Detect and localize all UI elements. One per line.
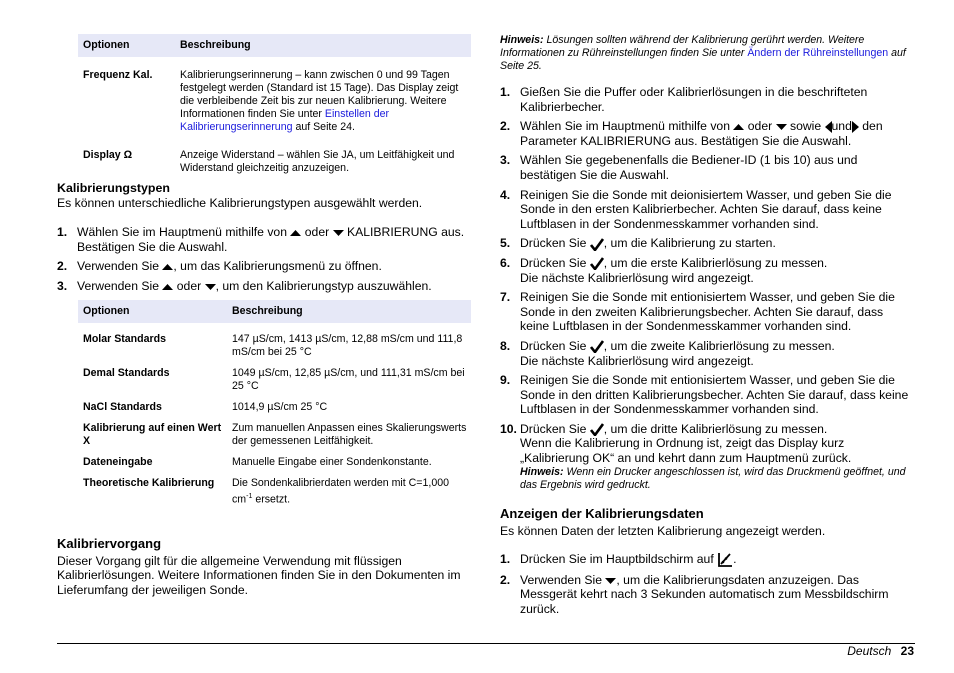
section-heading: Kalibriervorgang — [57, 536, 162, 551]
option-description: Anzeige Widerstand – wählen Sie JA, um Leitfähigkeit und Widerstand gleichzeitig anzuzeigen. — [180, 149, 455, 174]
table-header: Optionen — [78, 34, 175, 57]
list-item: 1. Gießen Sie die Puffer oder Kalibrierlösungen in die beschrifteten Kalibrierbecher. — [500, 85, 868, 114]
option-description: 1014,9 µS/cm 25 °C — [232, 401, 328, 413]
option-name: Theoretische Kalibrierung — [83, 477, 215, 489]
arrow-down-icon — [205, 283, 216, 291]
arrow-left-icon — [825, 121, 832, 133]
calibration-chart-icon — [717, 552, 733, 568]
section-heading: Anzeigen der Kalibrierungsdaten — [500, 505, 704, 521]
option-description: Die Sondenkalibrierdaten werden mit C=1,000 $cm^{-1}$ ersetzt. — [232, 477, 450, 506]
arrow-down-icon — [333, 229, 344, 237]
options-table-2 — [78, 300, 471, 507]
section-heading: Kalibrierungstypen — [57, 181, 170, 195]
table-row — [78, 57, 471, 134]
list-item: 5. Drücken Sie , um die Kalibrierung zu starten. — [500, 236, 776, 251]
calibration-steps — [500, 85, 915, 492]
option-description: 1049 µS/cm, 12,85 µS/cm, und 111,31 mS/cm bei 25 °C — [232, 367, 465, 392]
option-name: Molar Standards — [83, 333, 167, 345]
option-name: Frequenz Kal. — [83, 69, 153, 81]
list-item: 10. Drücken Sie , um die dritte Kalibrierlösung zu messen. Wenn die Kalibrierung in Ordnung ist, zeigt das Display kurz „Kalibrierung OK“ an und kehrt dann zum Hauptmenü zurück. Hinweis: Wenn ein Drucker angeschlossen ist, wird das Druckmenü geöffnet, und das Ergebnis wird gedruckt. — [500, 422, 915, 492]
table-row — [78, 414, 471, 448]
option-name: Dateneingabe — [83, 456, 153, 468]
footer-language: Deutsch — [847, 644, 892, 658]
hint-note: Hinweis: Lösungen sollten während der Kalibrierung gerührt werden. Weitere Informationen zu Rühreinstellungen finden Sie unter Ändern der Rühreinstellungen auf Seite 25. — [500, 34, 906, 72]
option-description: Manuelle Eingabe einer Sondenkonstante. — [232, 456, 432, 468]
checkmark-icon — [590, 257, 604, 270]
list-item: 1. Wählen Sie im Hauptmenü mithilfe von oder KALIBRIERUNG aus. Bestätigen Sie die Auswahl. — [57, 225, 465, 254]
list-item: 2. Wählen Sie im Hauptmenü mithilfe von oder sowie und den Parameter KALIBRIERUNG aus. Bestätigen Sie die Auswahl. — [500, 119, 883, 148]
list-item: 4. Reinigen Sie die Sonde mit deionisiertem Wasser, und geben Sie die Sonde in den ersten Kalibrierbecher. Achten Sie darauf, dass keine Luftblasen in der Sondenmesskammer vorhanden sind. — [500, 187, 892, 231]
option-description: 147 µS/cm, 1413 µS/cm, 12,88 mS/cm und 111,8 mS/cm bei 25 °C — [232, 333, 463, 358]
checkmark-icon — [590, 423, 604, 436]
kalibriervorgang-section — [57, 537, 471, 597]
list-item: 3. Wählen Sie gegebenenfalls die Bediener-ID (1 bis 10) aus und bestätigen Sie die Auswahl. — [500, 153, 858, 182]
anzeigen-steps — [500, 552, 915, 617]
options-table-1 — [78, 34, 471, 175]
page-footer — [847, 644, 914, 658]
arrow-down-icon — [776, 123, 787, 131]
link-aendern-ruehreinstellungen[interactable]: Ändern der Rühreinstellungen — [747, 47, 889, 59]
list-item: 7. Reinigen Sie die Sonde mit entionisiertem Wasser, und geben Sie die Sonde in den zweiten Kalibrierungsbecher. Achten Sie darauf, dass keine Luftblasen in der Sondenmesskammer vorhanden sind. — [500, 290, 895, 334]
kalibrierungstypen-section — [57, 181, 471, 294]
right-column — [500, 34, 915, 617]
arrow-down-icon — [605, 577, 616, 585]
table-header: Optionen — [78, 300, 227, 323]
table-row — [78, 359, 471, 393]
option-description: Zum manuellen Anpassen eines Skalierungswerts der gemessenen Leitfähigkeit. — [232, 422, 467, 447]
table-row — [78, 448, 471, 469]
list-item: 2. Verwenden Sie , um die Kalibrierungsdaten anzuzeigen. Das Messgerät kehrt nach 3 Sekunden automatisch zum Messbildschirm zurück. — [500, 572, 889, 617]
list-item: 6. Drücken Sie , um die erste Kalibrierlösung zu messen. Die nächste Kalibrierlösung wird angezeigt. — [500, 255, 828, 285]
hint-note: Hinweis: Wenn ein Drucker angeschlossen ist, wird das Druckmenü geöffnet, und das Ergebnis wird gedruckt. — [520, 465, 906, 491]
arrow-up-icon — [290, 229, 301, 237]
section-text: Dieser Vorgang gilt für die allgemeine Verwendung mit flüssigen Kalibrierlösungen. Weitere Informationen finden Sie in den Dokumenten im Lieferumfang der jeweiligen Sonde. — [57, 553, 461, 597]
table-header: Beschreibung — [227, 300, 471, 323]
table-row — [78, 469, 471, 507]
option-name: Kalibrierung auf einen Wert X — [83, 422, 222, 447]
section-intro: Es können unterschiedliche Kalibrierungstypen ausgewählt werden. — [57, 195, 423, 210]
list-item: 3. Verwenden Sie oder , um den Kalibrierungstyp auszuwählen. — [57, 278, 432, 293]
table-row — [78, 134, 471, 175]
arrow-right-icon — [852, 121, 859, 133]
table-row — [78, 323, 471, 359]
table-row — [78, 393, 471, 414]
list-item: 2. Verwenden Sie , um das Kalibrierungsmenü zu öffnen. — [57, 259, 382, 274]
table-header: Beschreibung — [175, 34, 471, 57]
checkmark-icon — [590, 340, 604, 353]
list-item: 8. Drücken Sie , um die zweite Kalibrierlösung zu messen. Die nächste Kalibrierlösung wird angezeigt. — [500, 338, 835, 368]
arrow-up-icon — [162, 263, 173, 271]
link-einstellen-kalibrierungserinnerung[interactable]: Einstellen der Kalibrierungserinnerung — [180, 108, 390, 133]
footer-rule — [57, 643, 915, 644]
list-item: 9. Reinigen Sie die Sonde mit entionisiertem Wasser, und geben Sie die Sonde in den dritten Kalibrierungsbecher. Achten Sie darauf, dass keine Luftblasen in der Sondenmesskammer vorhanden sind. — [500, 373, 909, 417]
section-intro: Es können Daten der letzten Kalibrierung angezeigt werden. — [500, 524, 826, 539]
option-name: Demal Standards — [83, 367, 170, 379]
list-item: 1. Drücken Sie im Hauptbildschirm auf . — [500, 551, 737, 567]
checkmark-icon — [590, 238, 604, 251]
arrow-up-icon — [733, 123, 744, 131]
option-name: Display Ω — [83, 149, 133, 161]
page-number: 23 — [900, 644, 914, 658]
option-description: Kalibrierungserinnerung – kann zwischen 0 und 99 Tagen festgelegt werden (Standard ist 15 Tage). Das Display zeigt die verbleibende Zeit bis zur neuen Kalibrierung. Weitere Informationen finden Sie unter Einstellen der Kalibrierungserinnerung auf Seite 24. — [180, 69, 459, 133]
arrow-up-icon — [162, 283, 173, 291]
option-name: NaCl Standards — [83, 401, 162, 413]
